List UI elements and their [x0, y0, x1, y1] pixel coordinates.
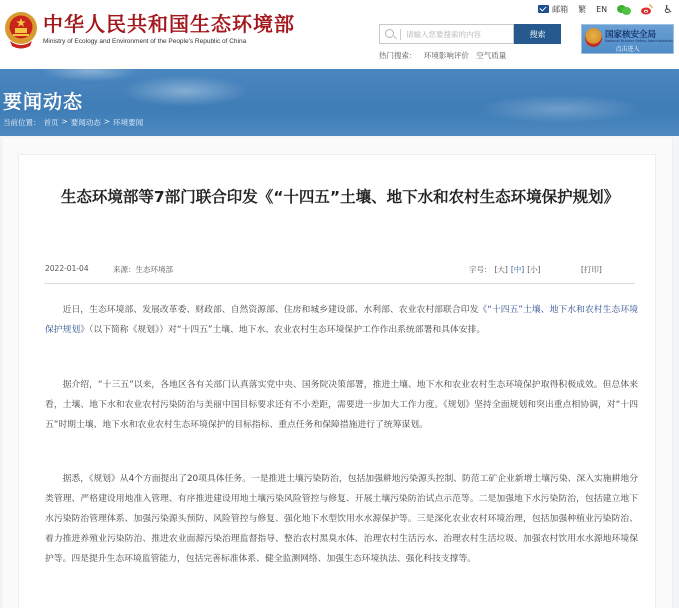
meta-divider — [44, 283, 635, 284]
search-icon — [385, 29, 394, 38]
font-size-medium[interactable]: [中] — [510, 265, 525, 274]
plan-link[interactable]: 《“十四五”土壤、地下水和农村生态环境保护规划》 — [45, 305, 638, 335]
article-source: 来源：生态环境部 — [113, 265, 173, 274]
site-header — [0, 0, 679, 66]
search-separator — [400, 29, 401, 40]
nnsa-subtitle: National Nuclear Safety Administration — [605, 39, 674, 43]
font-size-controls — [469, 264, 541, 275]
nnsa-title: 国家核安全局 — [605, 30, 657, 40]
breadcrumb-item-env-news[interactable]: 环境要闻 — [113, 118, 144, 127]
paragraph-text: 近日，生态环境部、发展改革委、财政部、自然资源部、住房和城乡建设部、水利部、农业农村部联合印发 — [62, 305, 479, 315]
article-title: 生态环境部等7部门联合印发《“十四五”土壤、地下水和农村生态环境保护规划》 — [60, 188, 620, 206]
article-paragraph: 据介绍，“十三五”以来，各地区各有关部门认真落实党中央、国务院决策部署，推进土壤、地下水和农业农村生态环境保护取得积极成效。但总体来看，土壤、地下水和农业农村污染防治与美丽中国目标要求还有不小差距，需要进一步加大工作力度。《规划》坚持全面规划和突出重点相协调，对“十四五”时期土壤、地下水和农业农村生态环境保护的目标指标、重点任务和保障措施进行了统筹谋划。 — [45, 380, 638, 430]
top-utility-bar — [538, 3, 673, 15]
breadcrumb-item-news[interactable]: 要闻动态 — [70, 118, 101, 127]
paragraph-text: （以下简称《规划》）对“十四五”土壤、地下水、农业农村生态环境保护工作作出系统部署和具体安排。 — [89, 325, 486, 335]
search-button[interactable]: 搜索 — [514, 24, 561, 44]
accessibility-icon[interactable]: ♿ — [663, 2, 673, 16]
search-input[interactable] — [406, 27, 511, 41]
mail-label: 邮箱 — [552, 4, 569, 14]
site-title[interactable]: 中华人民共和国生态环境部 — [43, 12, 295, 36]
search-box — [379, 24, 514, 44]
weibo-icon[interactable] — [641, 4, 653, 15]
national-emblem-icon[interactable] — [4, 11, 38, 49]
print-button[interactable]: [打印] — [581, 265, 602, 274]
traditional-chinese-link[interactable]: 繁 — [578, 4, 587, 14]
article-meta — [45, 264, 635, 280]
breadcrumb-separator: > — [103, 117, 111, 126]
breadcrumb-item-home[interactable]: 首页 — [43, 118, 59, 127]
wechat-icon[interactable] — [617, 4, 631, 15]
font-size-small[interactable]: [小] — [527, 265, 541, 274]
hot-search-label: 热门搜索： — [379, 51, 417, 60]
site-subtitle: Ministry of Ecology and Environment of the People's Republic of China — [43, 38, 247, 45]
nnsa-banner-link[interactable] — [581, 24, 674, 54]
breadcrumb-prefix: 当前位置： — [3, 118, 41, 127]
breadcrumb — [3, 117, 143, 128]
mail-link[interactable] — [538, 4, 568, 15]
mail-icon — [538, 5, 549, 13]
hot-search-term[interactable]: 空气质量 — [476, 51, 507, 60]
english-link[interactable]: EN — [596, 4, 608, 14]
hot-search — [379, 50, 506, 61]
article-paragraph: 据悉，《规划》从4个方面提出了20项具体任务。一是推进土壤污染防治，包括加强耕地污染源头控制、防范工矿企业新增土壤污染、深入实施耕地分类管理、严格建设用地准入管理、有序推进建设用地土壤污染风险管控与修复、开展土壤污染防治试点示范等。二是加强地下水污染防治，包括建立地下水污染防治管理体系、加强污染源头预防、风险管控与修复、强化地下水型饮用水水源保护等。三是深化农业农村环境治理，包括加强种植业污染防治、着力推进养殖业污染防治、推进农业面源污染治理监督指导、整治农村黑臭水体、治理农村生活污水、治理农村生活垃圾、加强农村饮用水水源地环境保护等。四是提升生态环境监管能力，包括完善标准体系、健全监测网络、加强生态环境执法、强化科技支撑等。 — [45, 474, 638, 564]
publish-date: 2022-01-04 — [45, 264, 89, 273]
font-size-label: 字号： — [469, 265, 492, 274]
breadcrumb-separator: > — [61, 117, 68, 126]
section-title: 要闻动态 — [3, 91, 84, 113]
font-size-large[interactable]: [大] — [494, 265, 508, 274]
section-banner — [0, 69, 679, 136]
article-paragraph — [45, 300, 638, 340]
nnsa-enter-label: 点击进入 — [615, 46, 640, 53]
hot-search-term[interactable]: 环境影响评价 — [423, 51, 469, 60]
